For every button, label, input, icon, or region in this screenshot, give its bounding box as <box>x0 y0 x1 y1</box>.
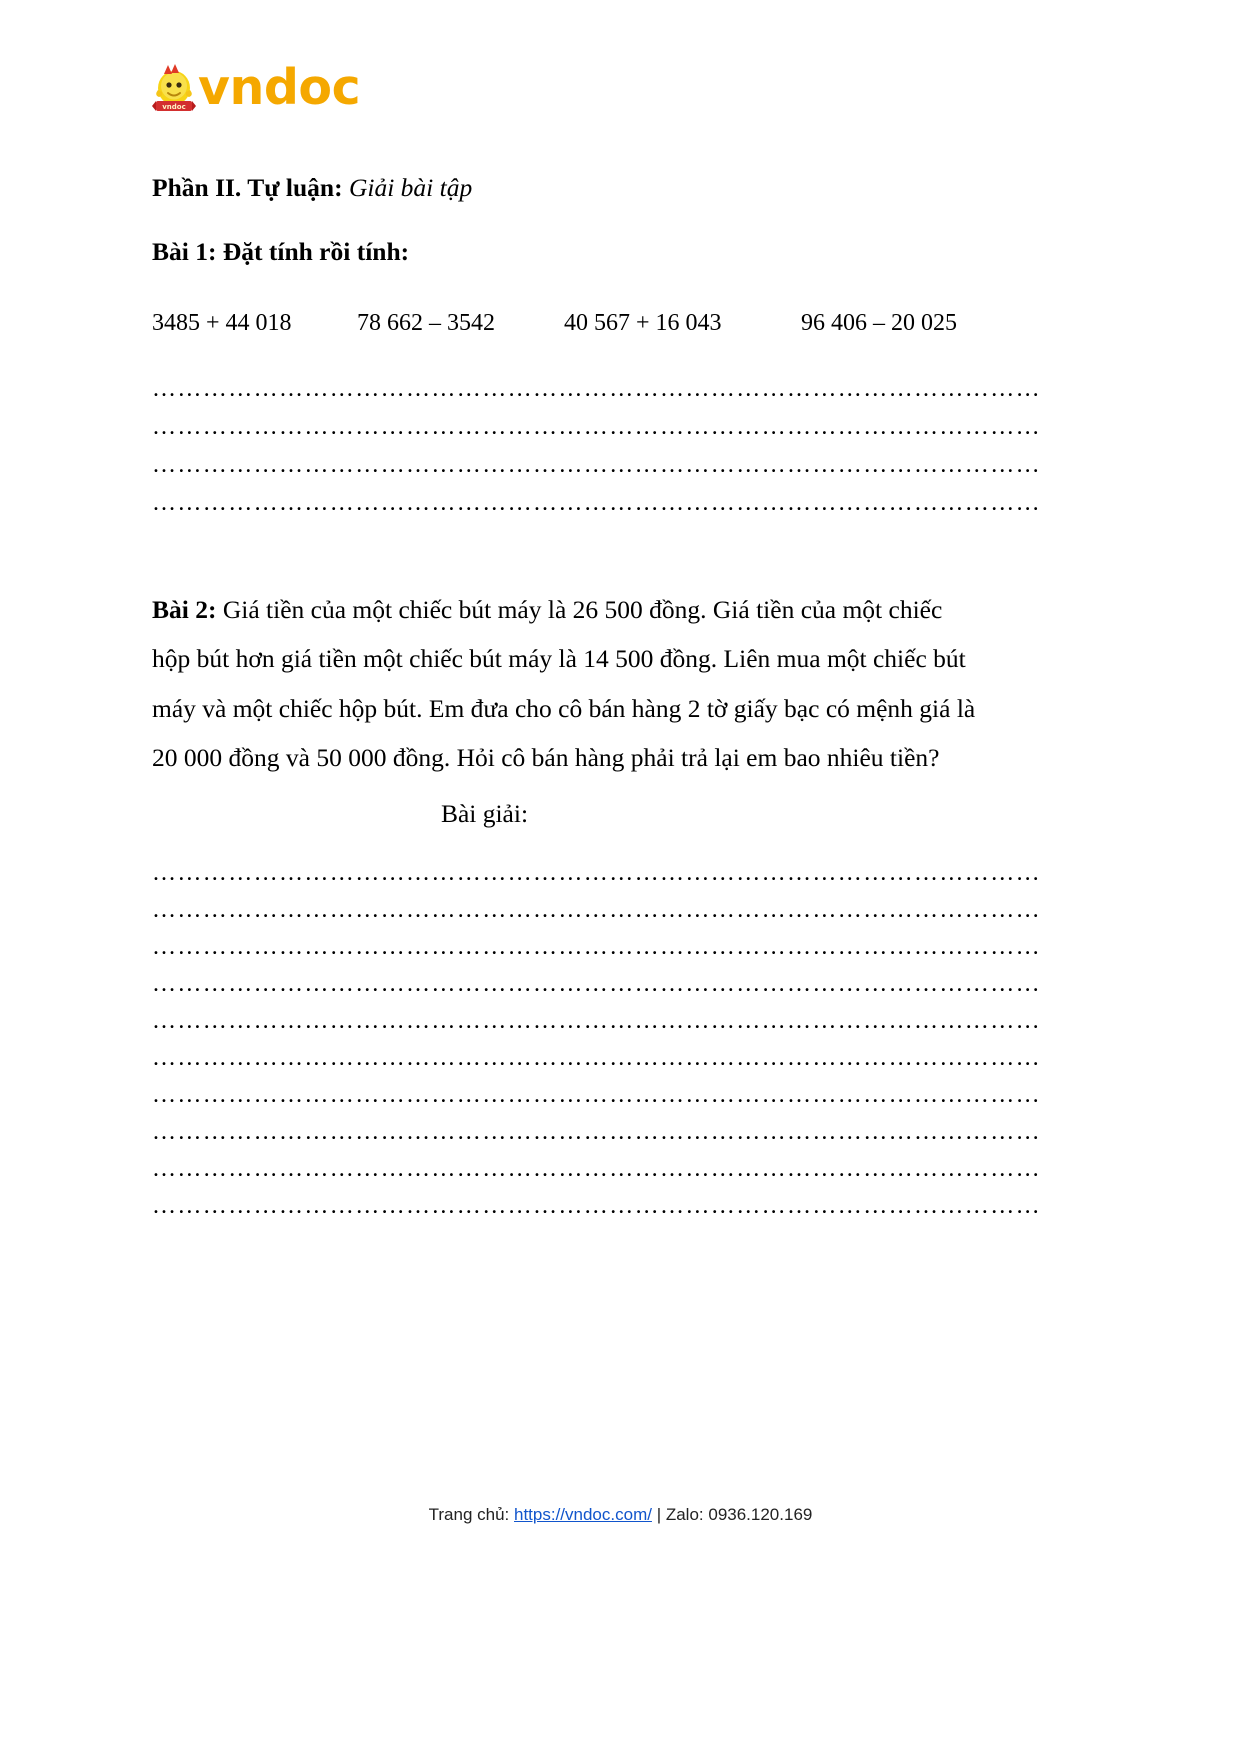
answer-line[interactable]: …………………………………………………………………………………………… <box>152 1157 1041 1183</box>
bai2-label: Bài 2: <box>152 594 217 624</box>
answer-line[interactable]: …………………………………………………………………………………………… <box>152 935 1041 961</box>
bai2-body-1: Giá tiền của một chiếc bút máy là 26 500 đồng. Giá tiền của một chiếc <box>222 594 943 624</box>
answer-line[interactable]: …………………………………………………………………………………………… <box>152 861 1041 887</box>
answer-line[interactable]: …………………………………………………………………………………………… <box>152 1046 1041 1072</box>
section-spacer <box>152 529 1077 587</box>
answer-line[interactable]: …………………………………………………………………………………………… <box>152 1194 1041 1220</box>
answer-line[interactable]: …………………………………………………………………………………………… <box>152 414 1041 440</box>
bai2-line-3: máy và một chiếc hộp bút. Em đưa cho cô bán hàng 2 tờ giấy bạc có mệnh giá là <box>152 693 976 723</box>
bai1-expression-row <box>152 308 1077 339</box>
bai2-line-4: 20 000 đồng và 50 000 đồng. Hỏi cô bán hàng phải trả lại em bao nhiêu tiền? <box>152 743 940 773</box>
answer-line[interactable]: …………………………………………………………………………………………… <box>152 972 1041 998</box>
bai2-solution-label: Bài giải: <box>440 799 529 829</box>
page-footer <box>0 1505 1241 1525</box>
bai1-expression-4: 96 406 – 20 025 <box>801 309 957 336</box>
bai1-expression-2: 78 662 – 3542 <box>357 309 495 336</box>
part-heading <box>152 172 1077 204</box>
part-label: Phần II. Tự luận: <box>152 173 343 202</box>
bai1-expression-1: 3485 + 44 018 <box>152 309 292 336</box>
answer-line[interactable]: …………………………………………………………………………………………… <box>152 1009 1041 1035</box>
vndoc-logo[interactable] <box>152 52 360 114</box>
answer-line[interactable]: …………………………………………………………………………………………… <box>152 1083 1041 1109</box>
bai2-answer-lines[interactable] <box>152 861 1077 1231</box>
answer-line[interactable]: …………………………………………………………………………………………… <box>152 376 1041 402</box>
bai1-heading: Bài 1: Đặt tính rồi tính: <box>152 236 410 266</box>
part-subtitle: Giải bài tập <box>348 173 473 202</box>
document-content <box>152 172 1077 1231</box>
bai2-line-1 <box>152 587 1077 632</box>
answer-line[interactable]: …………………………………………………………………………………………… <box>152 490 1041 516</box>
footer-home-label: Trang chủ: <box>428 1505 510 1524</box>
footer-zalo: Zalo: 0936.120.169 <box>665 1505 813 1524</box>
vndoc-wordmark: vndoc <box>198 59 361 116</box>
answer-line[interactable]: …………………………………………………………………………………………… <box>152 898 1041 924</box>
bai1-expression-3: 40 567 + 16 043 <box>564 309 722 336</box>
svg-text:vndoc: vndoc <box>162 103 186 111</box>
answer-line[interactable]: …………………………………………………………………………………………… <box>152 452 1041 478</box>
footer-separator: | <box>656 1505 662 1524</box>
bai2-line-2: hộp bút hơn giá tiền một chiếc bút máy là 14 500 đồng. Liên mua một chiếc bút <box>152 644 966 674</box>
answer-line[interactable]: …………………………………………………………………………………………… <box>152 1120 1041 1146</box>
bai1-answer-lines[interactable] <box>152 377 1077 529</box>
footer-website-link[interactable]: https://vndoc.com/ <box>514 1505 652 1524</box>
vndoc-mascot-icon <box>152 62 196 114</box>
